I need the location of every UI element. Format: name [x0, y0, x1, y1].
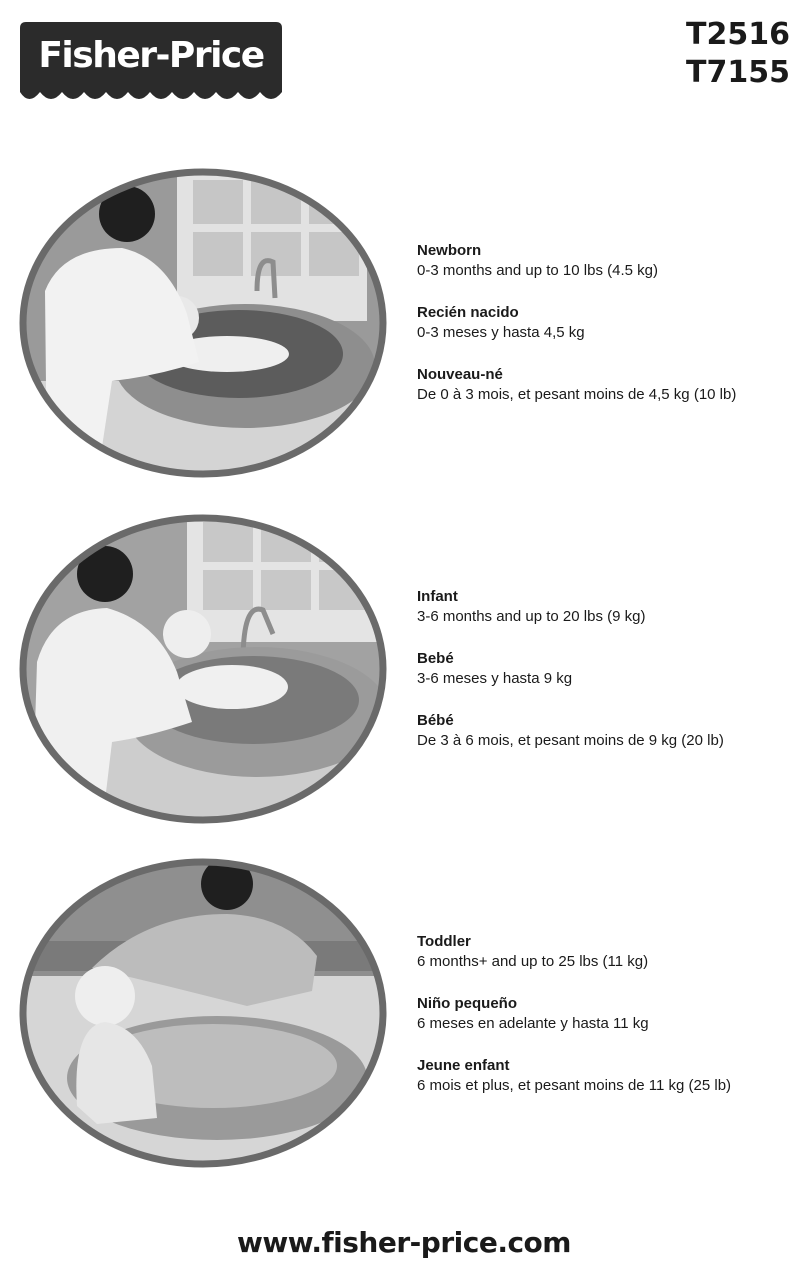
stage-desc-en: 6 months+ and up to 25 lbs (11 kg) [417, 953, 649, 970]
stage-title-fr: Bébé [417, 712, 454, 729]
stage-desc-en: 3-6 months and up to 20 lbs (9 kg) [417, 608, 646, 625]
stage-title-es: Recién nacido [417, 304, 519, 321]
stage-desc-es: 3-6 meses y hasta 9 kg [417, 670, 573, 687]
model-number-2: T7155 [686, 55, 790, 90]
stage-title-en: Infant [417, 588, 458, 605]
stage-desc-en: 0-3 months and up to 10 lbs (4.5 kg) [417, 262, 658, 279]
stage-toddler [417, 932, 797, 1118]
website-url[interactable]: www.fisher-price.com [237, 1226, 571, 1259]
stage-desc-es: 6 meses en adelante y hasta 11 kg [417, 1015, 649, 1032]
stage-desc-es: 0-3 meses y hasta 4,5 kg [417, 324, 585, 341]
stage-title-en: Toddler [417, 933, 471, 950]
stage-desc-fr: De 0 à 3 mois, et pesant moins de 4,5 kg (10 lb) [417, 386, 737, 403]
stage-newborn [417, 241, 797, 427]
stage-title-es: Bebé [417, 650, 454, 667]
stage-title-es: Niño pequeño [417, 995, 517, 1012]
stage-infant [417, 587, 797, 773]
toddler-bath-photo [17, 856, 389, 1170]
newborn-bath-photo [17, 166, 389, 480]
logo-wordmark: Fisher-Price [38, 35, 264, 76]
stage-desc-fr: 6 mois et plus, et pesant moins de 11 kg (25 lb) [417, 1077, 732, 1094]
stage-title-en: Newborn [417, 242, 482, 259]
fisher-price-logo [20, 22, 282, 106]
stage-title-fr: Jeune enfant [417, 1057, 510, 1074]
stage-desc-fr: De 3 à 6 mois, et pesant moins de 9 kg (20 lb) [417, 732, 724, 749]
infant-bath-photo [17, 512, 389, 826]
stage-title-fr: Nouveau-né [417, 366, 503, 383]
model-number-1: T2516 [686, 17, 790, 52]
